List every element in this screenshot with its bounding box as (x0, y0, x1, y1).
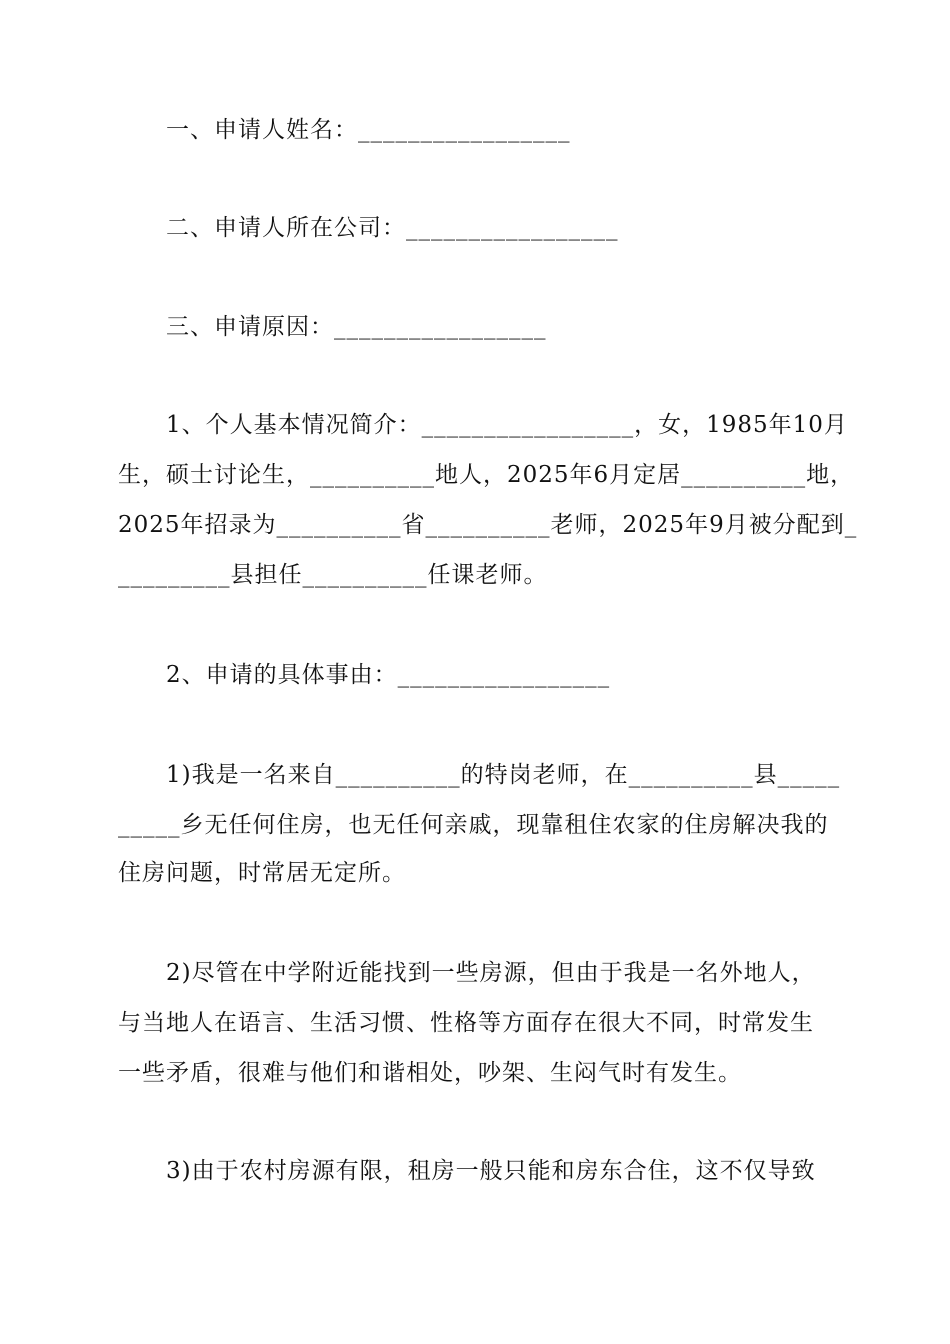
basic-info-line-2: 生，硕士讨论生，__________地人，2025年6月定居__________地， (118, 462, 855, 488)
applicant-name-line: 一、申请人姓名：_________________ (166, 117, 571, 143)
reason-2-line-3: 一些矛盾，很难与他们和谐相处，吵架、生闷气时有发生。 (118, 1060, 742, 1086)
reason-1-line-1: 1)我是一名来自__________的特岗老师，在__________县_____ (166, 762, 841, 788)
reason-2-line-2: 与当地人在语言、生活习惯、性格等方面存在很大不同，时常发生 (118, 1010, 814, 1036)
reason-3-line-1: 3)由于农村房源有限，租房一般只能和房东合住，这不仅导致 (166, 1158, 816, 1184)
applicant-company-line: 二、申请人所在公司：_________________ (166, 215, 619, 241)
basic-info-line-3: 2025年招录为__________省__________老师，2025年9月被分配到_ (118, 512, 858, 538)
reason-1-line-2: _____乡无任何住房，也无任何亲戚，现靠租住农家的住房解决我的 (118, 812, 829, 838)
basic-info-line-1: 1、个人基本情况简介：_________________，女，1985年10月 (166, 412, 848, 438)
application-reason-line: 三、申请原因：_________________ (166, 314, 547, 340)
specific-reasons-heading: 2、申请的具体事由：_________________ (166, 662, 611, 688)
reason-1-line-3: 住房问题，时常居无定所。 (118, 860, 406, 886)
basic-info-line-4: _________县担任__________任课老师。 (118, 562, 548, 588)
reason-2-line-1: 2)尽管在中学附近能找到一些房源，但由于我是一名外地人， (166, 960, 816, 986)
